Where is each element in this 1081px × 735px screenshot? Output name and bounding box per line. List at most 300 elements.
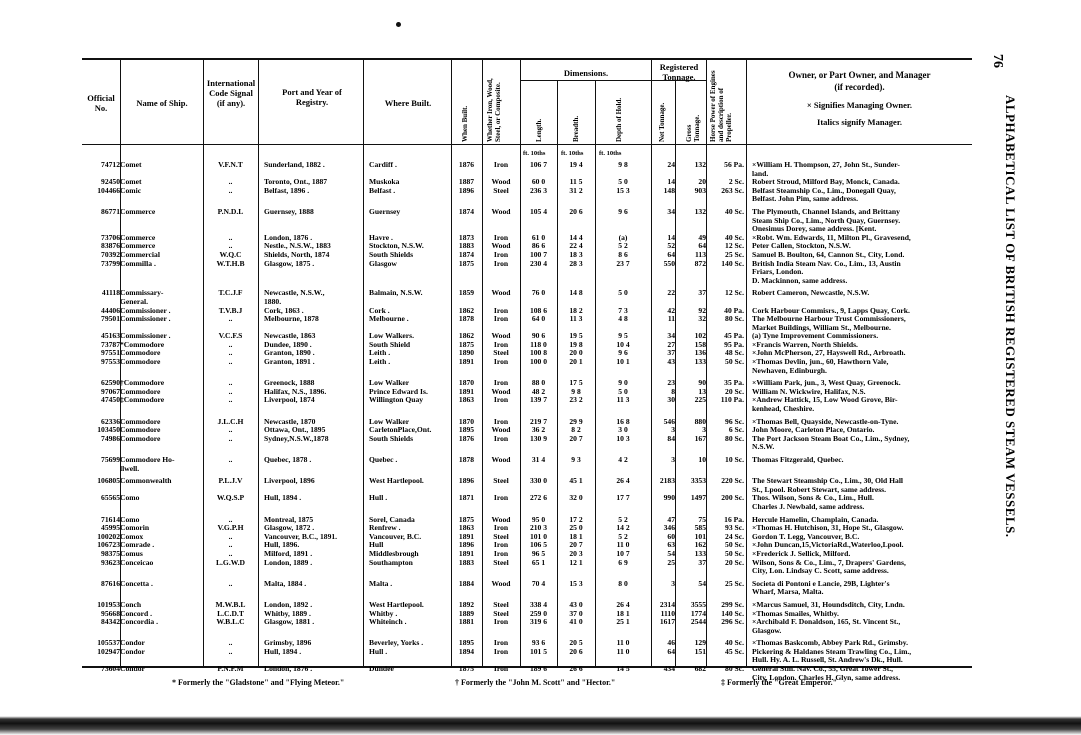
cell-no: [82, 656, 120, 665]
cell-year: 1873: [458, 233, 475, 242]
cell-br: 41 0: [569, 618, 583, 627]
cell-no: 97553: [101, 358, 120, 367]
cell-name: Commodore: [120, 434, 161, 443]
cell-no: 73799: [101, 259, 120, 268]
table-row: [82, 367, 972, 376]
header-material: Whether Iron, Wood, Steel, or Composite.: [486, 78, 502, 142]
cell-gross: 90: [698, 378, 706, 388]
cell-sig: ..: [228, 396, 233, 405]
cell-dp: 3 0: [618, 426, 628, 435]
cell-name: Comus: [120, 549, 143, 558]
table-row: [82, 204, 972, 217]
cell-port: Glasgow, 1872 .: [264, 524, 315, 533]
cell-name: [120, 627, 203, 636]
cell-owner: British India Steam Nav. Co., Lim., 13, Austin: [752, 259, 901, 268]
cell-mat: Iron: [493, 434, 509, 443]
table-row: [82, 473, 972, 486]
cell-year: 1862: [458, 332, 475, 341]
cell-owner: The Port Jackson Steam Boat Co., Lim., Sydney,: [752, 434, 910, 443]
cell-gross: [675, 367, 706, 376]
cell-net: 24: [667, 160, 675, 169]
cell-built: [363, 225, 451, 234]
cell-hp: 220 Sc.: [721, 476, 744, 486]
cell-len: 108 6: [529, 306, 548, 315]
cell-mat: Wood: [491, 206, 511, 216]
cell-gross: 133: [694, 549, 706, 558]
cell-hp: 10 Sc.: [725, 455, 744, 464]
cell-owner: Friars, London.: [752, 268, 804, 277]
cell-built: Hull: [369, 541, 384, 550]
cell-name: Concetta .: [120, 578, 153, 588]
cell-port: Sunderland, 1882 .: [264, 160, 325, 169]
cell-owner: ×Thomas H. Hutchison, 31, Hope St., Glasgow.: [752, 524, 904, 533]
header-dimensions: Dimensions.: [563, 68, 609, 78]
cell-name: Commissioner .: [120, 332, 171, 341]
cell-no: 104466: [97, 186, 120, 195]
cell-sig: [203, 443, 258, 452]
cell-port: [258, 443, 363, 452]
cell-hp: 40 Sc.: [725, 233, 744, 242]
cell-net: [651, 627, 675, 636]
cell-net: 550: [663, 259, 675, 268]
cell-name: Comic: [120, 186, 142, 195]
cell-br: [557, 405, 595, 414]
cell-no: [82, 503, 120, 512]
cell-built: [363, 405, 451, 414]
cell-port: [258, 367, 363, 376]
cell-built: Willington Quay: [369, 396, 424, 405]
cell-len: [520, 465, 557, 474]
cell-sig: [203, 324, 258, 333]
cell-dp: 10 3: [616, 434, 630, 443]
cell-dp: [595, 405, 651, 414]
cell-mat: [482, 367, 520, 376]
table-row: [82, 405, 972, 414]
cell-built: Whitby .: [369, 609, 398, 618]
cell-dp: [595, 170, 651, 179]
cell-no: 71614: [101, 514, 120, 524]
cell-name: Concord .: [120, 609, 153, 618]
cell-net: 43: [667, 358, 675, 367]
cell-owner: ×John McPherson, 27, Hayswell Rd., Arbroath.: [752, 349, 906, 358]
cell-built: [363, 627, 451, 636]
cell-dp: 5 0: [618, 387, 628, 396]
table-row: [82, 178, 972, 187]
cell-dp: [595, 298, 651, 307]
cell-gross: 585: [694, 524, 706, 533]
cell-name: [120, 324, 203, 333]
cell-hp: 80 Sc.: [725, 315, 744, 324]
cell-sig: M.W.B.L: [215, 599, 246, 609]
table-row: [82, 588, 972, 597]
cell-net: 34: [667, 206, 675, 216]
cell-name: Condor: [120, 665, 145, 674]
cell-port: [258, 277, 363, 286]
cell-built: Southampton: [369, 558, 413, 567]
cell-hp: [706, 324, 746, 333]
cell-built: Low Walker: [369, 416, 410, 426]
cell-net: [651, 170, 675, 179]
cell-len: 219 7: [529, 416, 548, 426]
cell-br: 20 6: [569, 206, 583, 216]
cell-gross: 225: [694, 396, 706, 405]
cell-mat: Iron: [493, 160, 509, 169]
cell-dp: 26 4: [616, 599, 630, 609]
cell-owner: Societa di Pontoni e Lancie, 29B, Lighter's: [752, 578, 890, 588]
cell-no: 41118: [101, 288, 120, 298]
cell-built: Malta .: [369, 578, 393, 588]
cell-br: [557, 503, 595, 512]
cell-year: 1896: [458, 186, 475, 195]
cell-owner: Charles J. Newbald, same address.: [752, 502, 865, 511]
cell-len: 319 6: [529, 618, 548, 627]
cell-sig: L.C.D.T: [217, 609, 244, 618]
cell-name: General.: [120, 297, 149, 306]
cell-dp: 26 4: [616, 476, 630, 486]
cell-built: Dundee: [369, 665, 394, 674]
cell-mat: Steel: [493, 599, 509, 609]
cell-name: [120, 656, 203, 665]
cell-gross: [675, 627, 706, 636]
cell-no: 73706: [101, 233, 120, 242]
cell-built: Stockton, N.S.W.: [369, 242, 424, 251]
cell-name: Commodore: [120, 426, 161, 435]
table-row: [82, 234, 972, 243]
cell-no: [82, 277, 120, 286]
cell-no: 106805: [97, 476, 120, 486]
cell-built: Hull .: [369, 494, 388, 503]
cell-len: 259 0: [529, 609, 548, 618]
cell-dp: 9 5: [618, 332, 628, 341]
cell-port: [258, 567, 363, 576]
cell-owner: Robert Stroud, Milford Bay, Monck, Canada.: [752, 178, 900, 187]
cell-br: 8 2: [571, 426, 581, 435]
cell-dp: 9 8: [618, 160, 628, 169]
cell-year: 1896: [458, 541, 475, 550]
cell-len: [520, 588, 557, 597]
cell-mat: [482, 443, 520, 452]
cell-name: [120, 225, 203, 234]
cell-built: South Shields: [369, 250, 414, 259]
cell-hp: [706, 486, 746, 495]
table-row: [82, 524, 972, 533]
cell-no: 62590: [101, 378, 120, 388]
cell-hp: [706, 627, 746, 636]
cell-no: 95668: [101, 609, 120, 618]
cell-hp: 56 Pa.: [724, 160, 744, 169]
cell-name: [120, 567, 203, 576]
cell-hp: 40 Pa.: [724, 306, 744, 315]
cell-sig: [203, 195, 258, 204]
cell-port: Milford, 1891 .: [264, 549, 313, 558]
cell-br: 37 0: [569, 609, 583, 618]
table-row: [82, 277, 972, 286]
cell-sig: ..: [228, 242, 233, 251]
cell-port: Dundee, 1890 .: [264, 340, 312, 349]
cell-port: 1880.: [264, 297, 282, 306]
cell-br: 9 8: [571, 387, 581, 396]
cell-no: [82, 170, 120, 179]
cell-br: [557, 268, 595, 277]
cell-br: 20 7: [569, 434, 583, 443]
cell-port: Vancouver, B.C., 1891.: [264, 532, 338, 541]
cell-gross: 92: [698, 306, 706, 315]
cell-hp: [706, 225, 746, 234]
cell-dp: 16 8: [616, 416, 630, 426]
table-row: [82, 656, 972, 665]
cell-port: Granton, 1891 .: [264, 358, 315, 367]
cell-year: [451, 405, 482, 414]
cell-year: [451, 443, 482, 452]
dim-rule: [520, 80, 651, 81]
cell-gross: [675, 324, 706, 333]
cell-built: Low Walkers.: [369, 332, 415, 341]
cell-built: Cardiff .: [369, 160, 397, 169]
cell-name: Conch: [120, 599, 142, 609]
cell-len: 130 9: [529, 434, 548, 443]
table-row: [82, 307, 972, 316]
cell-hp: 20 Sc.: [725, 387, 744, 396]
cell-dp: 9 6: [618, 206, 628, 216]
cell-hp: [706, 268, 746, 277]
cell-sig: ..: [228, 186, 233, 195]
cell-sig: ..: [228, 549, 233, 558]
cell-gross: [675, 567, 706, 576]
cell-net: 27: [667, 340, 675, 349]
cell-sig: V.C.F.S: [218, 332, 243, 341]
cell-owner: ×William H. Thompson, 27, John St., Sunder-: [752, 160, 900, 169]
header-breadth: Breadth.: [572, 115, 580, 142]
cell-dp: [595, 277, 651, 286]
cell-hp: 24 Sc.: [725, 532, 744, 541]
cell-built: [363, 567, 451, 576]
cell-mat: Steel: [493, 532, 509, 541]
cell-no: [82, 443, 120, 452]
cell-br: [557, 195, 595, 204]
cell-mat: Iron: [493, 358, 509, 367]
cell-gross: 151: [694, 647, 706, 656]
table-row: [82, 388, 972, 397]
cell-dp: (a): [618, 233, 628, 242]
cell-owner: William N. Wickwire, Halifax, N.S.: [752, 387, 866, 396]
cell-br: 31 2: [569, 186, 583, 195]
cell-len: 100 0: [529, 358, 548, 367]
cell-br: [557, 298, 595, 307]
header-owner-2: (if recorded).: [834, 82, 885, 92]
cell-owner: Robert Cameron, Newcastle, N.S.W.: [752, 288, 870, 298]
cell-name: Commerce: [120, 242, 156, 251]
table-row: [82, 559, 972, 568]
cell-name: Condor: [120, 647, 145, 656]
cell-no: 83876: [101, 242, 120, 251]
cell-no: 106723: [97, 541, 120, 550]
cell-br: 14 4: [569, 233, 583, 242]
cell-year: 1862: [458, 306, 475, 315]
cell-gross: 32: [698, 315, 706, 324]
cell-name: [120, 367, 203, 376]
cell-gross: [675, 588, 706, 597]
cell-name: [120, 195, 203, 204]
cell-sig: ..: [228, 340, 233, 349]
header-reg-tonnage: Registered Tonnage.: [659, 62, 699, 82]
cell-mat: Iron: [493, 250, 509, 259]
cell-mat: Iron: [493, 541, 509, 550]
cell-year: 1876: [458, 160, 475, 169]
cell-year: [451, 277, 482, 286]
cell-hp: 45 Sc.: [725, 647, 744, 656]
cell-owner: ×Thomas Devlin, jun., 60, Hawthorn Vale,: [752, 358, 889, 367]
cell-built: Hull .: [369, 647, 388, 656]
cell-len: 76 0: [531, 288, 546, 298]
cell-br: [557, 217, 595, 226]
cell-year: 1863: [458, 396, 475, 405]
cell-sig: [203, 277, 258, 286]
cell-sig: ..: [228, 638, 233, 648]
cell-name: Commercial: [120, 250, 160, 259]
cell-len: 106 7: [529, 160, 548, 169]
cell-net: 84: [667, 434, 675, 443]
cell-hp: 50 Sc.: [725, 549, 744, 558]
cell-hp: [706, 443, 746, 452]
cell-dp: [595, 217, 651, 226]
vessel-table: [82, 157, 972, 682]
cell-name: Commodore: [120, 387, 161, 396]
cell-hp: 25 Sc.: [725, 250, 744, 259]
cell-hp: [706, 656, 746, 665]
cell-no: [82, 298, 120, 307]
cell-no: [82, 567, 120, 576]
cell-gross: [675, 674, 706, 683]
cell-year: [451, 324, 482, 333]
cell-hp: 80 Sc.: [725, 434, 744, 443]
table-row: [82, 576, 972, 589]
cell-dp: 11 3: [616, 396, 630, 405]
cell-br: [557, 627, 595, 636]
cell-owner: ×Thomas Baskcomb, Abbey Park Rd., Grimsby.: [752, 638, 909, 648]
cell-br: 20 5: [569, 638, 583, 648]
table-row: [82, 349, 972, 358]
table-row: [82, 358, 972, 367]
cell-port: [258, 170, 363, 179]
cell-gross: 167: [694, 434, 706, 443]
cell-gross: 101: [694, 532, 706, 541]
cell-hp: 45 Pa.: [724, 332, 744, 341]
cell-gross: 903: [694, 186, 706, 195]
cell-built: Renfrew .: [369, 524, 401, 533]
table-row: [82, 375, 972, 388]
header-net: Net Tonnage.: [658, 102, 666, 142]
cell-br: 22 4: [569, 242, 583, 251]
cell-built: Guernsey: [369, 206, 401, 216]
cell-gross: [675, 277, 706, 286]
cell-name: Como: [120, 494, 140, 503]
cell-net: [651, 324, 675, 333]
cell-port: Montreal, 1875: [264, 514, 314, 524]
cell-built: Sorel, Canada: [369, 514, 415, 524]
cell-dp: [595, 443, 651, 452]
cell-name: Comet: [120, 178, 142, 187]
cell-len: [520, 225, 557, 234]
cell-mat: Iron: [493, 494, 509, 503]
cell-name: Commilla .: [120, 259, 156, 268]
cell-year: [451, 588, 482, 597]
cell-gross: [675, 486, 706, 495]
cell-sig: [203, 405, 258, 414]
cell-br: 19 8: [569, 340, 583, 349]
cell-len: 139 7: [529, 396, 548, 405]
cell-net: 3: [671, 426, 675, 435]
cell-built: Vancouver, B.C.: [369, 532, 422, 541]
cell-owner: Glasgow.: [752, 626, 782, 635]
cell-built: Middlesbrough: [369, 549, 419, 558]
cell-hp: 20 Sc.: [725, 558, 744, 567]
cell-gross: 136: [694, 349, 706, 358]
cell-br: 18 3: [569, 250, 583, 259]
cell-port: London, 1892 .: [264, 599, 313, 609]
table-row: [82, 225, 972, 234]
cell-len: 88 0: [531, 378, 546, 388]
cell-owner: ×Thomas Bell, Quayside, Newcastle-on-Tyne.: [752, 416, 899, 426]
cell-port: [258, 627, 363, 636]
cell-len: 90 6: [531, 332, 546, 341]
table-row: [82, 665, 972, 674]
cell-no: [82, 588, 120, 597]
cell-br: [557, 367, 595, 376]
cell-owner: ×Thomas Smailes, Whitby.: [752, 609, 839, 618]
cell-built: [363, 503, 451, 512]
cell-net: [651, 656, 675, 665]
cell-len: [520, 277, 557, 286]
cell-gross: 880: [694, 416, 706, 426]
cell-name: †Commodore: [120, 378, 165, 388]
cell-gross: 3: [702, 426, 706, 435]
cell-net: 25: [667, 558, 675, 567]
table-row: [82, 315, 972, 324]
cell-built: [363, 195, 451, 204]
cell-owner: [746, 465, 972, 474]
cell-name: Commodore: [120, 349, 161, 358]
cell-gross: 158: [694, 340, 706, 349]
cell-len: [520, 443, 557, 452]
cell-name: [120, 486, 203, 495]
cell-net: 64: [667, 250, 675, 259]
cell-dp: [595, 588, 651, 597]
table-row: [82, 426, 972, 435]
cell-hp: 40 Sc.: [725, 206, 744, 216]
cell-net: 63: [667, 541, 675, 550]
table-row: [82, 486, 972, 495]
cell-sig: W.B.L.C: [216, 618, 245, 627]
cell-sig: [203, 225, 258, 234]
cell-port: Guernsey, 1888: [264, 206, 314, 216]
cell-mat: Iron: [493, 306, 509, 315]
side-title: ALPHABETICAL LIST OF BRITISH REGISTERED STEAM VESSELS.: [1003, 95, 1018, 538]
cell-owner: Market Buildings, William St., Melbourne.: [752, 323, 891, 332]
cell-owner: The Plymouth, Channel Islands, and Brittany: [752, 206, 900, 216]
cell-port: Melbourne, 1878: [264, 315, 319, 324]
cell-gross: 75: [698, 514, 706, 524]
cell-name: Commodore: [120, 416, 161, 426]
cell-sig: L.G.W.D: [215, 558, 246, 567]
cell-port: Hull, 1894 .: [264, 647, 302, 656]
cell-len: 101 0: [529, 532, 548, 541]
cell-no: 102947: [97, 647, 120, 656]
cell-dp: 9 0: [618, 378, 628, 388]
cell-sig: [203, 217, 258, 226]
cell-br: [557, 277, 595, 286]
cell-br: 15 3: [569, 578, 583, 588]
cell-owner: (a) Tyne Improvement Commissioners.: [752, 332, 879, 341]
